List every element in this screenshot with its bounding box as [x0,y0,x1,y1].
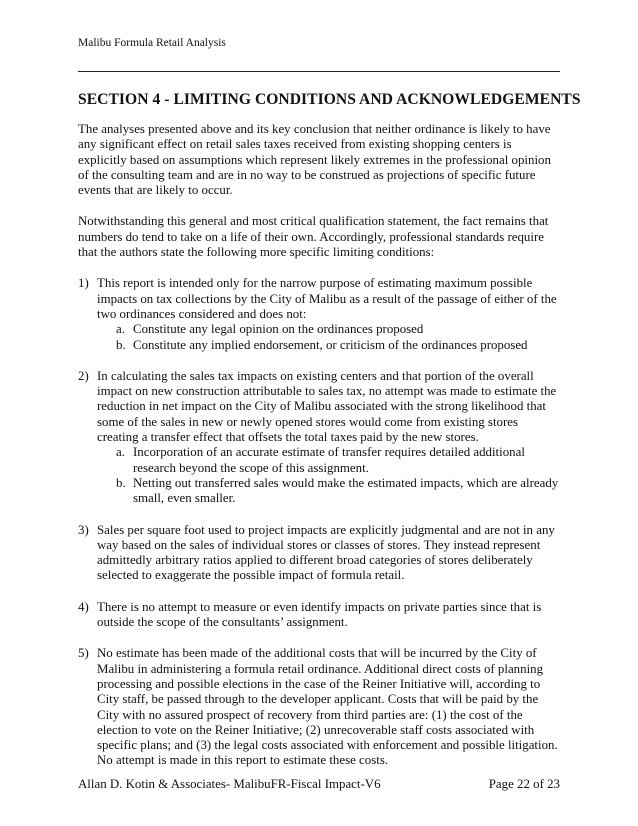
list-item [78,600,560,631]
sub-item-text: Constitute any legal opinion on the ordinances proposed [133,322,424,337]
body-text [78,122,560,785]
list-item [78,523,560,584]
list-item [78,369,560,507]
footer-author: Allan D. Kotin & Associates- MalibuFR-Fiscal Impact-V6 [78,777,381,791]
header-rule [78,71,560,72]
running-header: Malibu Formula Retail Analysis [78,37,226,49]
sub-item-text: Constitute any implied endorsement, or criticism of the ordinances proposed [133,337,528,352]
sub-letter: a. [116,322,125,337]
list-item [78,646,560,768]
list-item-text: In calculating the sales tax impacts on existing centers and that portion of the overall impact on new construction attributable to sales tax, no attempt was made to estimate the reduction in net impact on the City of Malibu associated with the strong likelihood that some of the sales in new or newly opened stores would come from existing stores creating a transfer effect that offsets the total taxes paid by the new stores. [97,368,557,445]
list-item-text: Sales per square foot used to project impacts are explicitly judgmental and are not in any way based on the sales of individual stores or classes of stores. They instead represent admittedly arbitrary ratios applied to different broad categories of stores deliberately selected to exaggerate the possible impact of formula retail. [97,522,555,583]
paragraph-intro: The analyses presented above and its key conclusion that neither ordinance is likely to have any significant effect on retail sales taxes received from existing shopping centers is explicitly based on assumptions which represent likely extremes in the professional opinion of the consulting team and are in no way to be construed as projections of specific future events that are likely to occur. [78,122,551,198]
sub-item [97,476,560,507]
sub-letter: b. [116,475,126,490]
list-item-text: This report is intended only for the narrow purpose of estimating maximum possible impacts on tax collections by the City of Malibu as a result of the passage of either of the two ordinances considered and does not: [97,276,557,321]
list-number: 2) [78,368,89,383]
list-item-text: No estimate has been made of the additional costs that will be incurred by the City of Malibu in administering a formula retail ordinance. Additional direct costs of planning processing and possible elections in the case of the Reiner Initiative will, according to City staff, be passed through to the developer applicant. Costs that will be paid by the City with no assured prospect of recovery from third parties are: (1) the cost of the election to vote on the Reiner Initiative; (2) unrecoverable staff costs associated with specific plans; and (3) the legal costs associated with enforcement and possible litigation. No attempt is made in this report to estimate these costs. [97,646,558,768]
sub-letter: a. [116,445,125,460]
list-number: 1) [78,276,89,291]
list-number: 5) [78,646,89,661]
paragraph-qualification: Notwithstanding this general and most critical qualification statement, the fact remains that numbers do tend to take on a life of their own. Accordingly, professional standards require that the authors state the following more specific limiting conditions: [78,214,549,260]
sub-item [97,322,560,337]
sub-letter: b. [116,337,126,352]
list-item [78,276,560,352]
sub-item [97,445,560,476]
sub-item-text: Netting out transferred sales would make the estimated impacts, which are already small, even smaller. [133,475,559,506]
sub-item-text: Incorporation of an accurate estimate of transfer requires detailed additional research beyond the scope of this assignment. [133,445,525,475]
list-number: 4) [78,599,89,614]
list-number: 3) [78,522,89,537]
sub-item [97,338,560,353]
section-title: SECTION 4 - LIMITING CONDITIONS AND ACKNOWLEDGEMENTS [78,91,581,108]
footer-page-number: Page 22 of 23 [488,777,560,791]
list-item-text: There is no attempt to measure or even identify impacts on private parties since that is outside the scope of the consultants’ assignment. [97,599,542,630]
